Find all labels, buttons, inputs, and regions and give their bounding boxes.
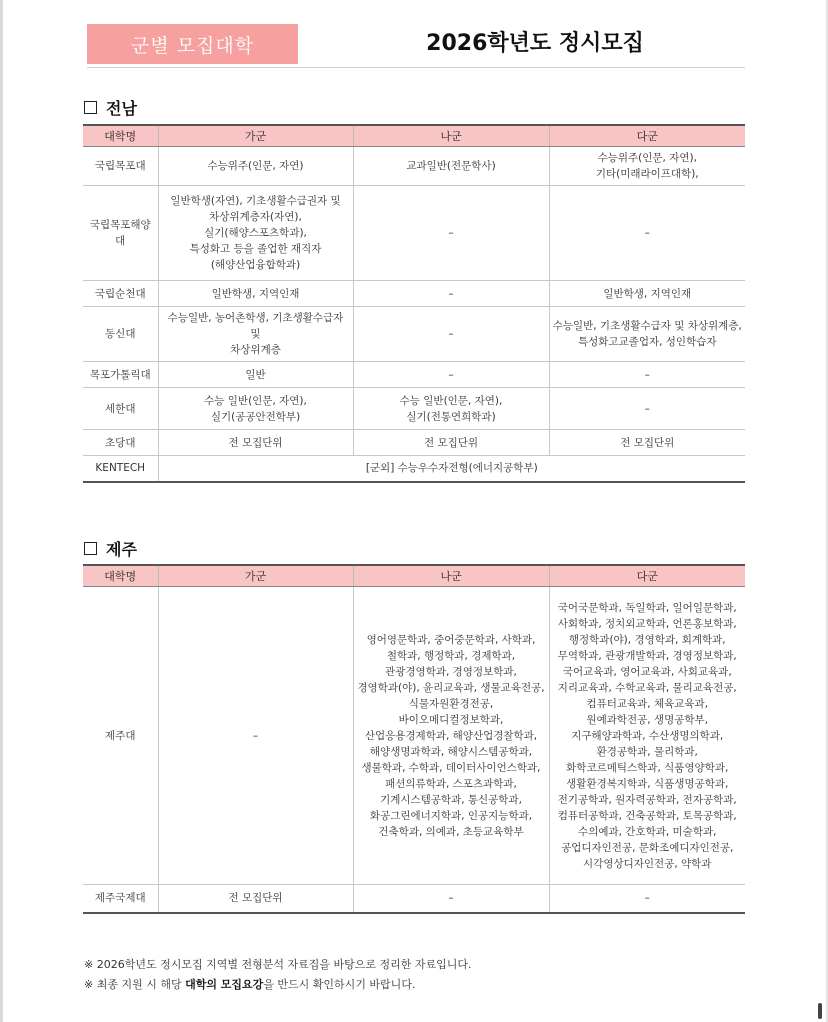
cell-line: 국어교육과, 영어교육과, 사회교육과,: [562, 665, 732, 678]
col-da-cell: [549, 388, 745, 430]
cell-line: –: [448, 328, 454, 340]
section-heading-jeonnam: [84, 96, 137, 119]
cell-line: –: [644, 892, 650, 905]
col-da-cell: [549, 147, 745, 186]
table-row: [83, 388, 745, 430]
cell-line: 컴퓨터교육과, 체육교육과,: [586, 697, 709, 710]
cell-line: 차상위계층: [230, 344, 281, 356]
university-name: 국립순천대: [83, 281, 158, 307]
university-name: 국립목포해양대: [83, 186, 158, 281]
cell-line: 실기(공공안전학부): [210, 410, 301, 423]
table-row: [83, 307, 745, 362]
university-name: 제주국제대: [83, 885, 158, 913]
cell-line: 수능위주(인문, 자연): [207, 160, 304, 172]
col-ga-cell: [158, 362, 353, 388]
cell-line: –: [644, 402, 650, 415]
col-da-cell: [549, 307, 745, 362]
cell-line: 일반: [245, 368, 266, 381]
cell-line: 산업응용경제학과, 해양산업경찰학과,: [364, 729, 538, 742]
cell-line: 화학코르메틱스학과, 식품영양학과,: [566, 761, 729, 774]
cell-line: 화공그린에너지학과, 인공지능학과,: [369, 809, 533, 822]
page-title: 2026학년도 정시모집: [426, 31, 644, 56]
cell-line: 전 모집단위: [228, 436, 283, 449]
university-name: KENTECH: [83, 456, 158, 482]
table-row: [83, 186, 745, 281]
university-name: 목포가톨릭대: [83, 362, 158, 388]
cell-line: 컴퓨터공학과, 건축공학과, 토목공학과,: [557, 809, 737, 822]
university-name: 동신대: [83, 307, 158, 362]
table-row: [83, 147, 745, 186]
col-da-cell: [549, 362, 745, 388]
cell-line: –: [644, 227, 650, 239]
cell-line: 해양생명과학과, 해양시스템공학과,: [369, 745, 533, 758]
column-header: 다군: [549, 565, 745, 587]
col-na-cell: [353, 147, 549, 186]
table-row: [83, 885, 745, 913]
col-na-cell: [353, 587, 549, 885]
cell-line: 바이오메디컬정보학과,: [398, 713, 504, 726]
col-ga-cell: [158, 307, 353, 362]
cell-line: 생물학과, 수학과, 데이터사이언스학과,: [361, 761, 541, 774]
col-na-cell: [353, 362, 549, 388]
cell-line: 패션의류학과, 스포츠과학과,: [385, 777, 517, 790]
cell-line: –: [448, 287, 454, 300]
university-name: 제주대: [83, 587, 158, 885]
cell-line: 전기공학과, 원자력공학과, 전자공학과,: [557, 793, 737, 806]
cell-line: 지구해양과학과, 수산생명의학과,: [571, 729, 724, 742]
cell-line: 사회학과, 정치외교학과, 언론홍보학과,: [557, 617, 737, 630]
col-na-cell: [353, 388, 549, 430]
footnote-2: ※ 최종 지원 시 해당 대학의 모집요강을 반드시 확인하시기 바랍니다.: [84, 978, 416, 991]
cell-line: –: [448, 227, 454, 239]
col-da-cell: [549, 587, 745, 885]
column-header: 나군: [353, 565, 549, 587]
col-ga-cell: [158, 885, 353, 913]
table-row: [83, 587, 745, 885]
jeonnam-table: [83, 124, 745, 483]
col-na-cell: [353, 430, 549, 456]
scrollbar-thumb[interactable]: [818, 1003, 822, 1019]
cell-line: 교과일반(전문학사): [406, 160, 496, 172]
cell-line: 식물자원환경전공,: [408, 697, 494, 710]
col-ga-cell: [158, 430, 353, 456]
cell-line: 일반학생, 지역인재: [603, 287, 692, 300]
cell-line: 기타(미래라이프대학),: [595, 168, 699, 180]
cell-line: 무역학과, 관광개발학과, 경영정보학과,: [557, 649, 737, 662]
cell-line: 수능위주(인문, 자연),: [597, 152, 697, 164]
column-header: 대학명: [83, 565, 158, 587]
cell-line: 수능 일반(인문, 자연),: [204, 394, 307, 407]
cell-line: 국어국문학과, 독일학과, 일어일문학과,: [557, 601, 737, 614]
cell-line: –: [448, 892, 454, 905]
cell-line: 실기(해양스포츠학과),: [204, 227, 307, 239]
column-header: 가군: [158, 565, 353, 587]
university-name: 세한대: [83, 388, 158, 430]
cell-line: 철학과, 행정학과, 경제학과,: [386, 649, 516, 662]
col-da-cell: [549, 281, 745, 307]
cell-line: 차상위계층자(자연),: [209, 211, 302, 223]
cell-line: 일반학생, 지역인재: [211, 287, 300, 300]
cell-line: 경영학과(야), 윤리교육과, 생물교육전공,: [357, 681, 545, 694]
col-ga-cell: [158, 186, 353, 281]
section-heading-jeju: [84, 537, 137, 560]
cell-line: –: [448, 368, 454, 381]
table-row: [83, 430, 745, 456]
jeju-table: [83, 564, 745, 914]
col-da-cell: [549, 430, 745, 456]
cell-line: 지리교육과, 수학교육과, 물리교육전공,: [557, 681, 737, 694]
col-ga-cell: [158, 147, 353, 186]
column-header: 대학명: [83, 125, 158, 147]
cell-line: 행정학과(야), 경영학과, 회계학과,: [568, 633, 726, 646]
col-ga-cell: [158, 388, 353, 430]
column-header: 가군: [158, 125, 353, 147]
col-na-cell: [353, 186, 549, 281]
cell-line: –: [644, 368, 650, 381]
column-header: 나군: [353, 125, 549, 147]
university-name: 초당대: [83, 430, 158, 456]
table-row: [83, 281, 745, 307]
page-frame-left: [0, 0, 3, 1022]
square-bullet-icon: [84, 101, 97, 114]
col-da-cell: [549, 885, 745, 913]
footnote-1: ※ 2026학년도 정시모집 지역별 전형분석 자료집을 바탕으로 정리한 자료입니다.: [84, 958, 472, 971]
cell-line: 수능일반, 기초생활수급자 및 차상위계층,: [552, 320, 742, 332]
cell-line: 환경공학과, 물리학과,: [596, 745, 698, 758]
col-ga-cell: [158, 587, 353, 885]
cell-line: 특성화고 등을 졸업한 재직자: [189, 243, 322, 255]
cell-line: 건축학과, 의예과, 초등교육학부: [378, 825, 524, 838]
table-row: [83, 456, 745, 482]
column-header: 다군: [549, 125, 745, 147]
badge-label: 군별 모집대학: [87, 24, 298, 64]
cell-line: 기계시스템공학과, 통신공학과,: [380, 793, 522, 806]
cell-line: 수능 일반(인문, 자연),: [399, 394, 503, 407]
col-na-cell: [353, 281, 549, 307]
section-title: 제주: [106, 540, 137, 559]
cell-line: 실기(전통연희학과): [406, 410, 496, 423]
section-title: 전남: [106, 99, 137, 118]
title-divider: [87, 67, 745, 68]
cell-line: 관광경영학과, 경영정보학과,: [385, 665, 517, 678]
cell-line: 일반학생(자연), 기초생활수급권자 및: [170, 195, 341, 207]
table-row: [83, 362, 745, 388]
cell-line: 전 모집단위: [620, 436, 675, 449]
cell-line: 원예과학전공, 생명공학부,: [586, 713, 709, 726]
cell-line: 수능일반, 농어촌학생, 기초생활수급자 및: [167, 312, 344, 340]
col-ga-cell: [158, 281, 353, 307]
university-name: 국립목포대: [83, 147, 158, 186]
cell-line: 전 모집단위: [228, 892, 283, 905]
square-bullet-icon: [84, 542, 97, 555]
table-header-row: [83, 125, 745, 147]
cell-line: 시각영상디자인전공, 약학과: [583, 857, 712, 870]
footnotes: [84, 955, 471, 995]
merged-cell: [군외] 수능우수자전형(에너지공학부): [158, 456, 745, 482]
table-header-row: [83, 565, 745, 587]
cell-line: 생활환경복지학과, 식품생명공학과,: [566, 777, 729, 790]
col-na-cell: [353, 885, 549, 913]
cell-line: (해양산업융합학과): [210, 259, 301, 271]
cell-line: 영어영문학과, 중어중문학과, 사학과,: [366, 633, 536, 646]
cell-line: 수의예과, 간호학과, 미술학과,: [578, 825, 717, 838]
cell-line: 공업디자인전공, 문화조예디자인전공,: [561, 841, 734, 854]
cell-line: 전 모집단위: [423, 436, 479, 449]
cell-line: 특성화고교졸업자, 성인학습자: [577, 336, 717, 348]
cell-line: –: [252, 729, 259, 742]
col-da-cell: [549, 186, 745, 281]
col-na-cell: [353, 307, 549, 362]
